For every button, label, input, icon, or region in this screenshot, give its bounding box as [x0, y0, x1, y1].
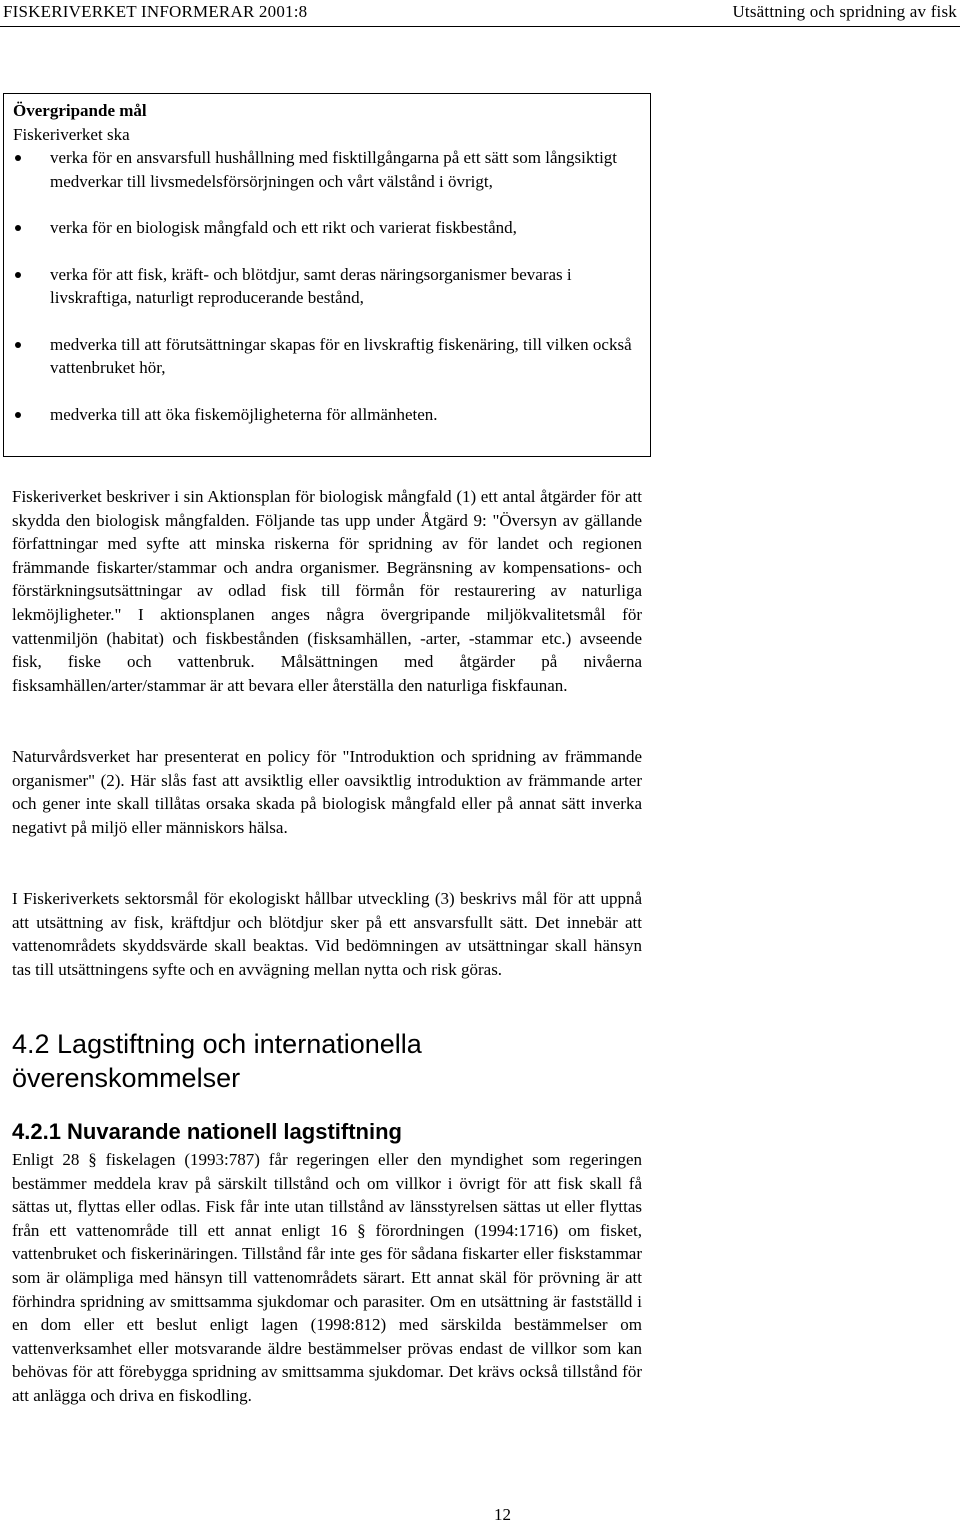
goal-item: [13, 403, 642, 427]
page-header: [0, 0, 960, 27]
goal-item-text: verka för en ansvarsfull hushållning med fisktillgångarna på ett sätt som långsiktigt medverkar till livsmedelsförsörjningen och vårt välstånd i övrigt,: [50, 148, 618, 191]
bullet-icon: [15, 272, 21, 278]
goal-item-text: verka för en biologisk mångfald och ett rikt och varierat fiskbestånd,: [50, 218, 517, 237]
paragraph-national-legislation: Enligt 28 § fiskelagen (1993:787) får regeringen eller den myndighet som regeringen bestämmer meddela krav på särskilt tillstånd och om villkor i övrigt för att fisk skall få sättas ut, flyttas eller odlas. Fisk får inte utan tillstånd av länsstyrelsen sättas ut eller flyttas från ett vattenområde till ett annat enligt 16 § förordningen (1994:1716) om fisket, vattenbruket och fiskerinäringen. Tillstånd får inte ges för sådana fiskarter eller fiskstammar som är olämpliga med hänsyn till vattenområdets särart. Ett annat skäl för prövning är att förhindra spridning av smittsamma sjukdomar och parasiter. Om en utsättning är fastställd i en dom eller ett beslut enligt lagen (1998:812) med särskilda bestämmelser om vattenverksamhet eller motsvarande äldre bestämmelser prövas endast de villkor som kan behövas för att förebygga spridning av smittsamma sjukdomar. Det krävs också tillstånd för att anlägga och driva en fiskodling.: [12, 1150, 642, 1405]
goal-item-text: medverka till att förutsättningar skapas för en livskraftig fiskenäring, till vilken också vattenbruket hör,: [50, 334, 632, 377]
page-number: 12: [494, 1505, 511, 1524]
goal-item-text: verka för att fisk, kräft- och blötdjur, samt deras näringsorganismer bevaras i livskraftiga, naturligt reproducerande bestånd,: [50, 264, 572, 307]
bullet-icon: [15, 342, 21, 348]
bullet-icon: [15, 225, 21, 231]
bullet-icon: [15, 155, 21, 161]
paragraph-action-plan: Fiskeriverket beskriver i sin Aktionsplan för biologisk mångfald (1) ett antal åtgärder för att skydda den biologisk mångfalden. Följande tas upp under Åtgärd 9: "Översyn av gällande författningar med syfte att minska riskerna för spridning av för landet och regionen främmande fiskarter/stammar och andra organismer. Begränsning av kompensations- och förstärkningsutsättningar av odlad fisk till förmån för restaurering av naturliga lekmöjligheter." I aktionsplanen anges några övergripande miljökvalitetsmål för vattenmiljön (habitat) och fiskbestånden (fisksamhällen, -arter, -stammar etc.) avseende fisk, fiske och vattenbruk. Målsättningen med åtgärder på nivåerna fisksamhällen/arter/stammar är att bevara eller återställa den naturliga fiskfaunan.: [12, 487, 642, 695]
header-chapter-title: Utsättning och spridning av fisk: [732, 2, 957, 21]
goals-box-subtitle: Fiskeriverket ska: [13, 124, 130, 144]
paragraph-naturvardsverket-policy: Naturvårdsverket har presenterat en policy för "Introduktion och spridning av främmande organismer" (2). Här slås fast att avsiktlig eller oavsiktlig introduktion av främmande arter och gener inte skall tillåtas orsaka skada på biologisk mångfald eller på annat sätt inverka negativt på miljö eller människors hälsa.: [12, 747, 642, 837]
goal-item: [13, 333, 642, 380]
bullet-icon: [15, 412, 21, 418]
goals-list: [13, 146, 642, 426]
goal-item: [13, 216, 642, 240]
goal-item-text: medverka till att öka fiskemöjligheterna för allmänheten.: [50, 404, 438, 424]
header-publication: FISKERIVERKET INFORMERAR 2001:8: [3, 2, 308, 21]
section-heading: 4.2 Lagstiftning och internationella överenskommelser: [12, 1029, 422, 1093]
goal-item: [13, 263, 642, 310]
goals-box-title: Övergripande mål: [13, 101, 147, 120]
goal-item: [13, 146, 642, 193]
goals-box: [3, 93, 651, 457]
paragraph-sector-goals: I Fiskeriverkets sektorsmål för ekologiskt hållbar utveckling (3) beskrivs mål för att uppnå att utsättning av fisk, kräftdjur och blötdjur sker på ett ansvarsfullt sätt. Det innebär att vattenområdets skyddsvärde skall beaktas. Vid bedömningen av utsättningar skall hänsyn tas till utsättningens syfte och en avvägning mellan nytta och risk göras.: [12, 889, 642, 979]
subsection-heading: 4.2.1 Nuvarande nationell lagstiftning: [12, 1119, 402, 1144]
